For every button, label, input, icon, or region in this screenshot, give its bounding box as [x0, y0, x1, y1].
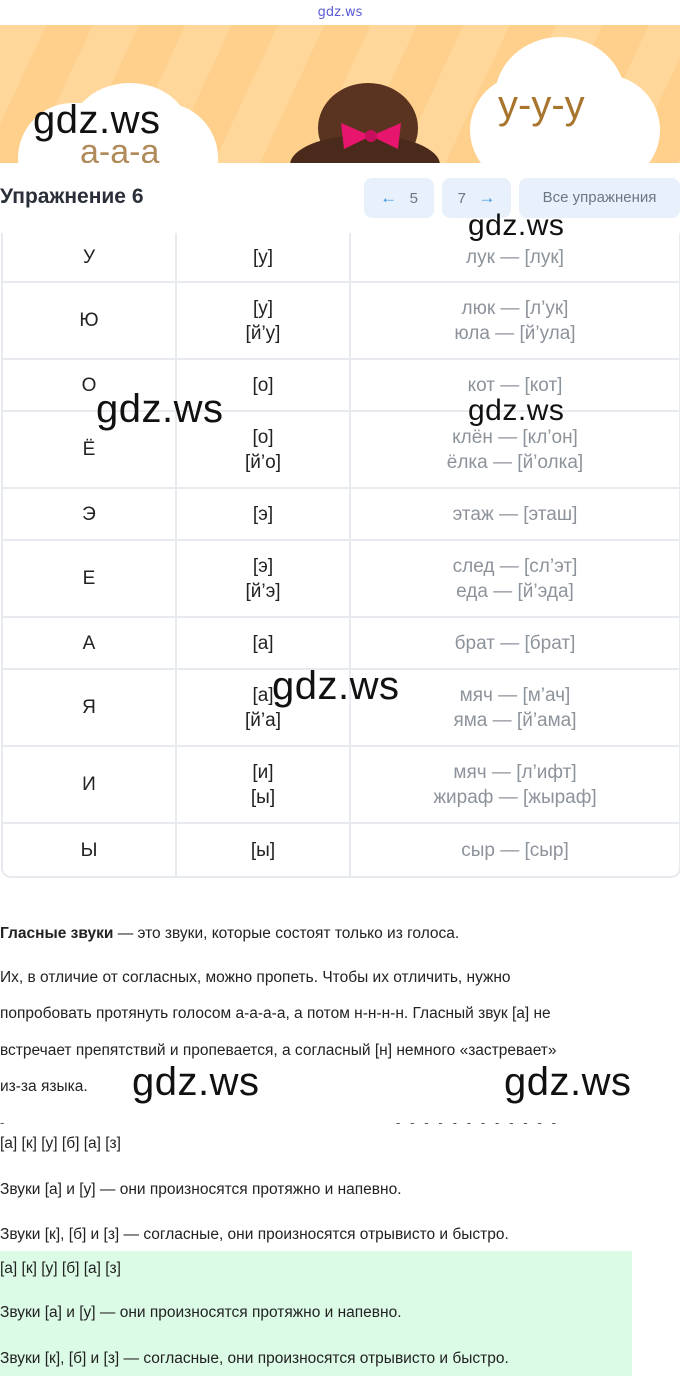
table-row — [3, 283, 679, 360]
task-line: [а] [к] [у] [б] [а] [з] — [0, 1135, 121, 1152]
example: еда — [й’эда] — [456, 580, 574, 602]
arrow-right-icon: → — [478, 188, 496, 207]
banner-right-text: у-у-у — [498, 83, 585, 127]
sound: [э] — [252, 555, 274, 577]
example: след — [сл’эт] — [452, 555, 578, 577]
example: клён — [кл’он] — [452, 426, 578, 448]
answer-line: Звуки [а] и [у] — они произносятся протяжно и напевно. — [0, 1304, 402, 1321]
example: мяч — [м’ач] — [459, 684, 571, 706]
sound: [о] — [252, 374, 274, 396]
letter-cell — [3, 747, 177, 822]
vowels-table — [1, 233, 680, 878]
example: кот — [кот] — [467, 374, 563, 396]
example: сыр — [сыр] — [461, 839, 569, 861]
theory-term: Гласные звуки — [0, 925, 114, 942]
sound: [о] — [252, 426, 274, 448]
sound: [й’о] — [245, 451, 281, 473]
watermark: gdz.ws — [504, 1060, 632, 1104]
sound-cell — [177, 233, 351, 281]
prev-label: 5 — [409, 190, 418, 207]
watermark: gdz.ws — [132, 1060, 260, 1104]
all-exercises-button[interactable]: Все упражнения — [519, 178, 680, 218]
letter: У — [82, 246, 96, 268]
letter-cell — [3, 233, 177, 281]
exercise-nav — [0, 175, 680, 223]
example-cell — [351, 670, 679, 745]
example-cell — [351, 824, 679, 876]
sound-cell — [177, 541, 351, 616]
letter: Я — [82, 697, 96, 718]
sound: [а] — [252, 632, 274, 654]
sound: [а] — [252, 684, 274, 706]
theory-line: Их, в отличие от согласных, можно пропеть. Чтобы их отличить, нужно — [0, 969, 511, 986]
letter: Е — [82, 568, 96, 589]
sound: [й’у] — [245, 322, 281, 344]
watermark: gdz.ws — [33, 98, 161, 142]
separator-dots: - - - - - - - - - - - - — [396, 1116, 559, 1130]
example-cell — [351, 489, 679, 539]
letter: И — [82, 774, 96, 795]
example-cell — [351, 747, 679, 822]
separator-dash: - — [0, 1116, 8, 1130]
sound: [и] — [252, 761, 274, 783]
example: люк — [л’ук] — [461, 297, 569, 319]
sound: [ы] — [250, 786, 276, 808]
example: этаж — [эташ] — [452, 503, 578, 525]
example-cell — [351, 618, 679, 668]
task-line: Звуки [а] и [у] — они произносятся протяжно и напевно. — [0, 1181, 402, 1198]
letter: О — [81, 374, 97, 396]
letter: Ы — [80, 839, 98, 861]
watermark: gdz.ws — [272, 664, 400, 708]
letter: Э — [82, 503, 96, 525]
letter-cell — [3, 670, 177, 745]
sound-cell — [177, 489, 351, 539]
sound: [ы] — [250, 839, 276, 861]
example: брат — [брат] — [454, 632, 576, 654]
letter: А — [82, 632, 96, 654]
example-cell — [351, 283, 679, 358]
letter: Ё — [82, 439, 96, 460]
example: ёлка — [й’олка] — [446, 451, 584, 473]
letter-cell — [3, 541, 177, 616]
banner-left-text: а-а-а — [80, 133, 160, 163]
example: жираф — [жыраф] — [433, 786, 597, 808]
sound-cell — [177, 283, 351, 358]
table-row — [3, 618, 679, 670]
table-row — [3, 233, 679, 283]
theory-paragraph-1 — [0, 925, 459, 943]
table-row — [3, 489, 679, 541]
bow-icon — [336, 121, 406, 151]
letter-cell — [3, 618, 177, 668]
site-top-bar — [0, 0, 680, 25]
answer-line: [а] [к] [у] [б] [а] [з] — [0, 1260, 121, 1277]
letter: Ю — [79, 310, 99, 331]
letter-cell — [3, 824, 177, 876]
theory-line: из-за языка. — [0, 1078, 88, 1095]
watermark: gdz.ws — [468, 394, 565, 427]
page-title: Упражнение 6 — [0, 185, 144, 208]
answer-line: Звуки [к], [б] и [з] — согласные, они произносятся отрывисто и быстро. — [0, 1350, 509, 1367]
site-top-label[interactable]: gdz.ws — [317, 5, 363, 20]
example: мяч — [л’ифт] — [453, 761, 577, 783]
theory-text: — это звуки, которые состоят только из голоса. — [113, 925, 460, 942]
letter-cell — [3, 489, 177, 539]
table-row — [3, 541, 679, 618]
prev-exercise-button[interactable] — [364, 178, 434, 218]
arrow-left-icon: ← — [380, 188, 398, 207]
sound-cell — [177, 824, 351, 876]
example: юла — [й’ула] — [454, 322, 576, 344]
example-cell — [351, 541, 679, 616]
watermark: gdz.ws — [96, 387, 224, 431]
sound: [й’а] — [245, 709, 281, 731]
sound-cell — [177, 618, 351, 668]
next-label: 7 — [457, 190, 466, 207]
theory-line: встречает препятствий и пропевается, а согласный [н] немного «застревает» — [0, 1042, 557, 1059]
sound: [й’э] — [245, 580, 281, 602]
watermark: gdz.ws — [468, 209, 565, 242]
sound: [у] — [252, 297, 274, 319]
example: яма — [й’ама] — [453, 709, 577, 731]
table-row — [3, 824, 679, 876]
example: лук — [лук] — [466, 246, 564, 268]
letter-cell — [3, 283, 177, 358]
theory-line: попробовать протянуть голосом а-а-а-а, а потом н-н-н-н. Гласный звук [а] не — [0, 1005, 551, 1022]
sound-cell — [177, 747, 351, 822]
table-row — [3, 747, 679, 824]
task-line: Звуки [к], [б] и [з] — согласные, они произносятся отрывисто и быстро. — [0, 1226, 509, 1243]
sound: [у] — [252, 246, 274, 268]
sound: [э] — [252, 503, 274, 525]
